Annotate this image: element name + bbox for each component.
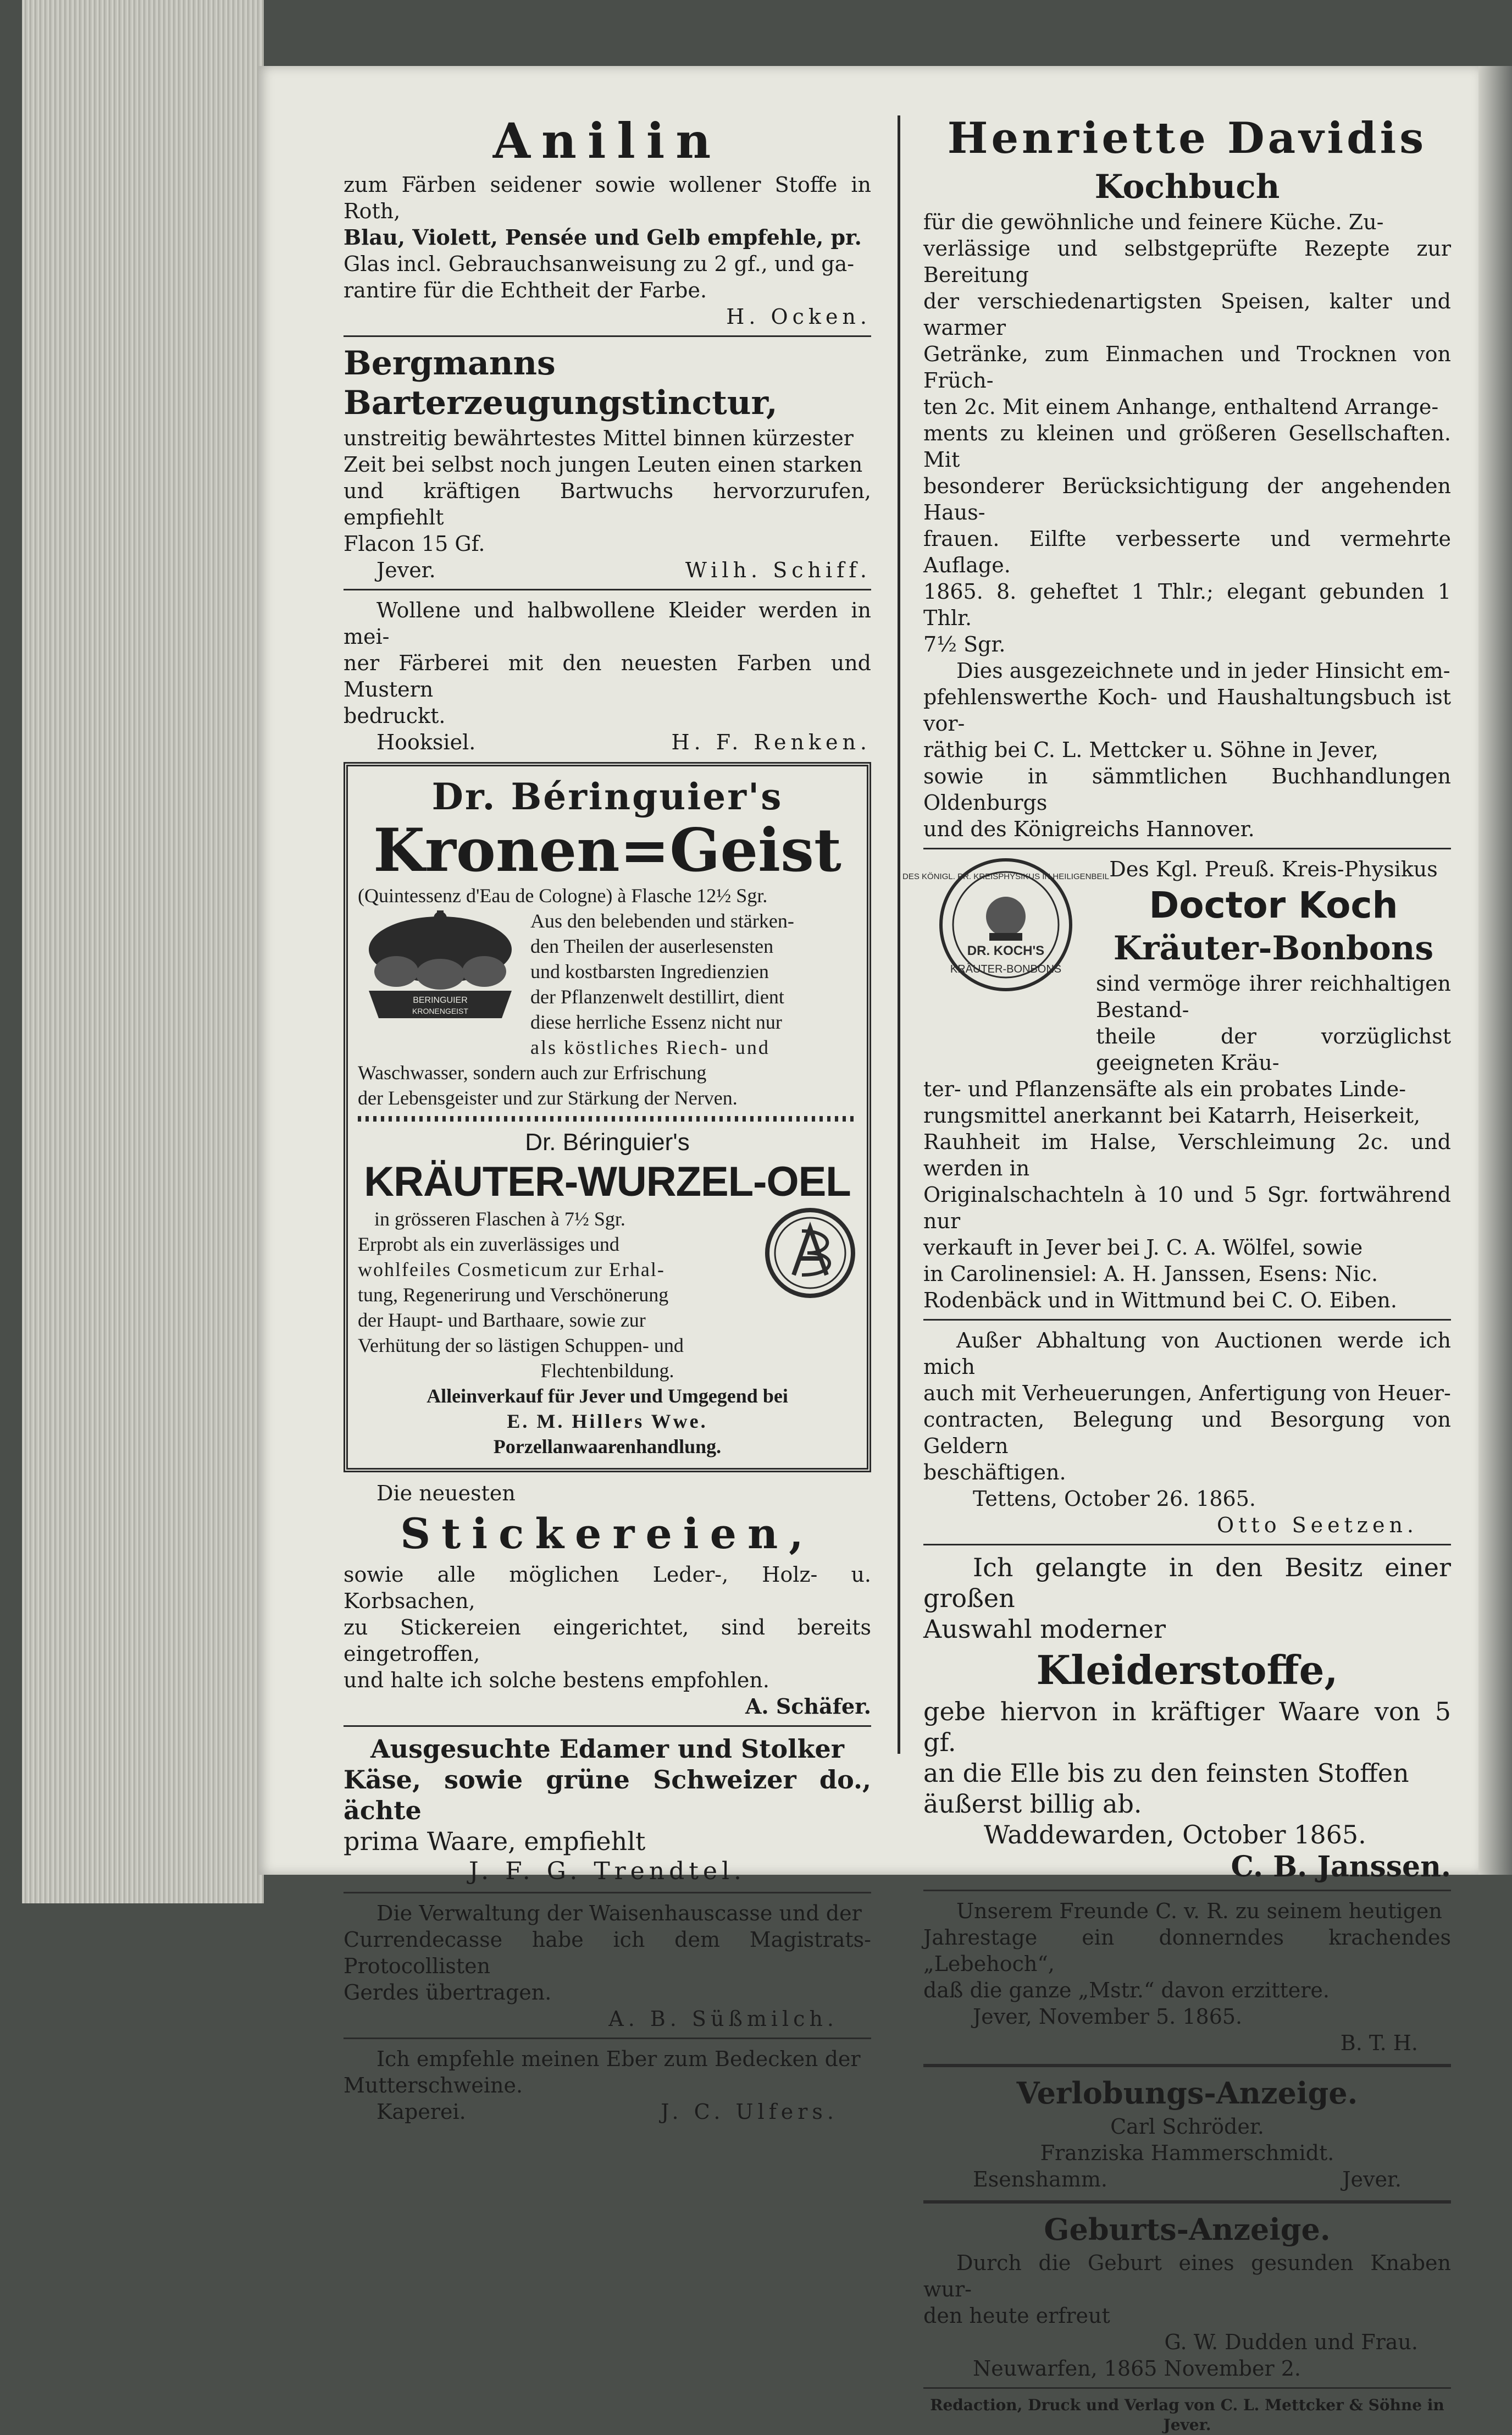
ad-text: Flacon 15 Gf.: [344, 532, 485, 556]
ad-text: Erprobt als ein zuverlässiges und: [358, 1233, 619, 1255]
ad-title: Kleiderstoffe,: [1036, 1647, 1338, 1693]
notice-name: Carl Schröder.: [1110, 2114, 1264, 2139]
ad-text: Verhütung der so lästigen Schuppen- und: [358, 1334, 684, 1356]
ad-text: der Haupt- und Barthaare, sowie zur: [358, 1309, 646, 1331]
ad-janssen: [923, 1552, 1451, 1884]
ad-product-name: Kronen=Geist: [373, 816, 841, 885]
ad-text: für die gewöhnliche und feinere Küche. Zu-: [923, 210, 1384, 234]
divider: [344, 2038, 871, 2039]
divider: [344, 589, 871, 590]
svg-text:BERINGUIER: BERINGUIER: [413, 996, 468, 1005]
ad-place: Kaperei.: [376, 2100, 466, 2124]
ad-text: daß die ganze „Mstr.“ davon erzittere.: [923, 1978, 1330, 2002]
ad-text: wohlfeiles Cosmeticum zur Erhal-: [358, 1258, 665, 1280]
seal-icon: [902, 856, 1109, 993]
ad-text: prima Waare, empfiehlt: [344, 1826, 646, 1856]
divider: [344, 1892, 871, 1893]
ad-signature: Wilh. Schiff.: [685, 558, 871, 582]
ad-seller: E. M. Hillers Wwe.: [507, 1410, 708, 1432]
ad-place: Jever.: [376, 558, 436, 582]
page-fold-shadow: [1478, 66, 1512, 1875]
ad-title: Bergmanns Barterzeugungstinctur,: [344, 344, 778, 422]
book-page-stack: [22, 0, 264, 1903]
ad-text: Currendecasse habe ich dem Magistrats-Protocollisten: [344, 1928, 871, 1978]
ad-text: frauen. Eilfte verbesserte und vermehrte Auflage.: [923, 527, 1451, 577]
ad-text: zum Färben seidener sowie wollener Stoffe in Roth,: [344, 173, 871, 223]
ad-signature: A. B. Süßmilch.: [608, 2007, 838, 2031]
ad-signature: A. Schäfer.: [745, 1694, 871, 1719]
ad-text: diese herrliche Essenz nicht nur: [530, 1011, 782, 1033]
ad-text: verlässige und selbstgeprüfte Rezepte zur Bereitung: [923, 236, 1451, 287]
ad-text: Waschwasser, sondern auch zur Erfrischung: [358, 1062, 707, 1084]
divider: [923, 1319, 1451, 1321]
ad-text: Auswahl moderner: [923, 1614, 1166, 1644]
ad-text: Ich empfehle meinen Eber zum Bedecken der: [376, 2047, 861, 2071]
divider: [923, 2387, 1451, 2389]
ad-title: Henriette Davidis: [947, 113, 1427, 163]
ad-text: Wollene und halbwollene Kleider werden in mei-: [344, 598, 871, 649]
ad-text: Außer Abhaltung von Auctionen werde ich mich: [923, 1328, 1451, 1379]
divider: [923, 848, 1451, 849]
ad-text: sind vermöge ihrer reichhaltigen Bestand-: [1096, 971, 1451, 1022]
left-column: [344, 110, 871, 2125]
ad-text: besonderer Berücksichtigung der angehenden Haus-: [923, 474, 1451, 524]
ad-text: sowie alle möglichen Leder-, Holz- u. Korbsachen,: [344, 1562, 871, 1613]
ad-subtitle: (Quintessenz d'Eau de Cologne) à Flasche 12½ Sgr.: [358, 885, 768, 907]
ad-text: beschäftigen.: [923, 1460, 1066, 1484]
ad-text: tung, Regenerirung und Verschönerung: [358, 1284, 669, 1306]
ad-text: auch mit Verheuerungen, Anfertigung von Heuer-: [923, 1381, 1451, 1405]
ad-title: Dr. Béringuier's: [525, 1129, 690, 1156]
ad-text: und kostbarsten Ingredienzien: [530, 960, 769, 982]
ad-text: 1865. 8. geheftet 1 Thlr.; elegant gebunden 1 Thlr.: [923, 579, 1451, 630]
ad-ulfers: [344, 2046, 871, 2125]
ad-text: räthig bei C. L. Mettcker u. Söhne in Jever,: [923, 738, 1378, 762]
ad-text: Rodenbäck und in Wittmund bei C. O. Eiben.: [923, 1288, 1397, 1312]
ad-subtitle: Kochbuch: [1094, 168, 1280, 206]
ad-title: Dr. Béringuier's: [431, 775, 783, 818]
ad-signature: B. T. H.: [1340, 2031, 1418, 2055]
ad-text: an die Elle bis zu den feinsten Stoffen: [923, 1758, 1409, 1788]
ad-text: rungsmittel anerkannt bei Katarrh, Heiserkeit,: [923, 1103, 1421, 1128]
ad-anilin: [344, 113, 871, 330]
ad-text: Ich gelangte in den Besitz einer großen: [923, 1553, 1451, 1613]
divider: [344, 335, 871, 337]
ad-text: Originalschachteln à 10 und 5 Sgr. fortwährend nur: [923, 1183, 1451, 1233]
notice-text: Durch die Geburt eines gesunden Knaben wur-: [923, 2251, 1451, 2301]
ad-title: Stickereien,: [400, 1509, 815, 1558]
ad-koch: [902, 856, 1451, 1313]
ad-schaefer: [344, 1480, 871, 1720]
ad-text: und kräftigen Bartwuchs hervorzurufen, empfiehlt: [344, 479, 871, 529]
ad-text: pfehlenswerthe Koch- und Haushaltungsbuch ist vor-: [923, 685, 1451, 736]
ad-beringuier-frame: [344, 762, 871, 1472]
ad-place: Tettens, October 26. 1865.: [973, 1487, 1256, 1511]
divider: [923, 2200, 1451, 2204]
ad-text: ments zu kleinen und größeren Gesellschaften. Mit: [923, 421, 1451, 472]
svg-text:KRÄUTER-BONBONS: KRÄUTER-BONBONS: [950, 963, 1062, 975]
ad-text: theile der vorzüglichst geeigneten Kräu-: [1096, 1024, 1451, 1075]
ad-text: 7½ Sgr.: [923, 632, 1006, 656]
ad-text: ter- und Pflanzensäfte als ein probates Linde-: [923, 1077, 1406, 1101]
notice-verlobung: [923, 2075, 1451, 2193]
ad-text: und des Königreichs Hannover.: [923, 817, 1255, 841]
ad-place: Jever, November 5. 1865.: [973, 2005, 1243, 2029]
ad-text: sowie in sämmtlichen Buchhandlungen Oldenburgs: [923, 764, 1451, 815]
ad-intro: Des Kgl. Preuß. Kreis-Physikus: [1109, 857, 1438, 881]
ad-text: Aus den belebenden und stärken-: [530, 910, 794, 932]
crown-icon: [358, 908, 523, 1029]
ad-text: Dies ausgezeichnete und in jeder Hinsicht em-: [956, 659, 1450, 683]
ad-text: verkauft in Jever bei J. C. A. Wölfel, sowie: [923, 1235, 1363, 1260]
ad-seller: Alleinverkauf für Jever und Umgegend bei: [427, 1385, 788, 1407]
right-column: [902, 110, 1451, 2435]
notice-place: Esenshamm.: [973, 2167, 1107, 2191]
ad-signature: H. Ocken.: [726, 305, 871, 329]
ad-signature: J. F. G. Trendtel.: [468, 1857, 746, 1885]
ad-text: Die neuesten: [376, 1481, 516, 1505]
monogram-icon: [763, 1206, 857, 1300]
ad-text: ten 2c. Mit einem Anhange, enthaltend Arrange-: [923, 395, 1439, 419]
ad-text: unstreitig bewährtestes Mittel binnen kürzester: [344, 426, 854, 450]
ad-text: bedruckt.: [344, 704, 446, 728]
ad-lebehoch: [923, 1898, 1451, 2056]
ad-davidis: [923, 113, 1451, 842]
ad-text: der Pflanzenwelt destillirt, dient: [530, 986, 784, 1008]
notice-signature: G. W. Dudden und Frau.: [1164, 2330, 1418, 2354]
notice-geburt: [923, 2211, 1451, 2382]
svg-text:KRONENGEIST: KRONENGEIST: [412, 1007, 468, 1015]
ad-text: Rauhheit im Halse, Verschleimung 2c. und werden in: [923, 1130, 1451, 1180]
ad-place: Hooksiel.: [376, 730, 476, 754]
svg-text:DR. KOCH'S: DR. KOCH'S: [967, 943, 1045, 958]
notice-title: Geburts-Anzeige.: [1044, 2212, 1331, 2247]
ad-text: Glas incl. Gebrauchsanweisung zu 2 gf., und ga-: [344, 252, 855, 276]
ad-subtitle: Kräuter-Bonbons: [1113, 929, 1434, 968]
ad-text: Blau, Violett, Pensée und Gelb empfehle, pr.: [344, 225, 862, 250]
notice-title: Verlobungs-Anzeige.: [1016, 2075, 1358, 2111]
ad-title: Anilin: [492, 112, 722, 169]
ad-text: gebe hiervon in kräftiger Waare von 5 gf.: [923, 1697, 1451, 1757]
ad-text: Gerdes übertragen.: [344, 1980, 552, 2005]
ad-suessmilch: [344, 1900, 871, 2032]
ad-seller: Porzellanwaarenhandlung.: [493, 1435, 722, 1457]
ad-text: und halte ich solche bestens empfohlen.: [344, 1668, 769, 1692]
ad-renken: [344, 597, 871, 755]
ad-title: Doctor Koch: [1149, 884, 1398, 926]
divider: [923, 2064, 1451, 2067]
ad-text: Ausgesuchte Edamer und Stolker: [370, 1734, 845, 1764]
ad-text: Jahrestage ein donnerndes krachendes „Lebehoch“,: [923, 1925, 1451, 1976]
ad-text: zu Stickereien eingerichtet, sind bereits eingetroffen,: [344, 1615, 871, 1666]
ad-trendtel: [344, 1733, 871, 1886]
notice-name: Franziska Hammerschmidt.: [1040, 2141, 1334, 2165]
ad-signature: C. B. Janssen.: [1231, 1850, 1451, 1884]
ad-text: Flechtenbildung.: [540, 1360, 674, 1382]
ad-text: als köstliches Riech- und: [530, 1036, 770, 1058]
ad-text: äußerst billig ab.: [923, 1789, 1142, 1819]
ad-place: Waddewarden, October 1865.: [984, 1820, 1366, 1849]
notice-place: Jever.: [1342, 2167, 1402, 2191]
divider: [344, 1725, 871, 1727]
column-divider: [898, 115, 900, 1754]
ad-signature: J. C. Ulfers.: [661, 2100, 838, 2124]
ad-bergmann: [344, 344, 871, 583]
notice-text: den heute erfreut: [923, 2304, 1110, 2328]
ad-text: den Theilen der auserlesensten: [530, 935, 774, 957]
divider: [923, 1890, 1451, 1891]
imprint: Redaction, Druck und Verlag von C. L. Mettcker & Söhne in Jever.: [930, 2396, 1444, 2434]
ad-text: der Lebensgeister und zur Stärkung der Nerven.: [358, 1087, 738, 1109]
divider: [923, 1544, 1451, 1545]
ad-text: contracten, Belegung und Besorgung von Geldern: [923, 1407, 1451, 1458]
divider: [358, 1116, 857, 1122]
ad-text: Mutterschweine.: [344, 2073, 523, 2097]
notice-place: Neuwarfen, 1865 November 2.: [973, 2356, 1301, 2381]
svg-text:DES KÖNIGL. PR. KREISPHYSIKUS: DES KÖNIGL. PR. KREISPHYSIKUS IN HEILIGENBEIL: [902, 872, 1109, 881]
ad-product-name: KRÄUTER-WURZEL-OEL: [364, 1158, 851, 1205]
ad-text: Getränke, zum Einmachen und Trocknen von Früch-: [923, 342, 1451, 393]
ad-text: der verschiedenartigsten Speisen, kalter und warmer: [923, 289, 1451, 340]
ad-text: in grösseren Flaschen à 7½ Sgr.: [374, 1208, 625, 1230]
ad-text: Zeit bei selbst noch jungen Leuten einen starken: [344, 452, 863, 477]
ad-signature: H. F. Renken.: [671, 730, 871, 754]
ad-text: Unserem Freunde C. v. R. zu seinem heutigen: [956, 1899, 1442, 1923]
ad-text: rantire für die Echtheit der Farbe.: [344, 278, 707, 302]
ad-signature: Otto Seetzen.: [1217, 1513, 1418, 1537]
ad-text: Die Verwaltung der Waisenhauscasse und der: [376, 1901, 862, 1925]
ad-text: Käse, sowie grüne Schweizer do., ächte: [344, 1765, 871, 1825]
ad-text: in Carolinensiel: A. H. Janssen, Esens: Nic.: [923, 1262, 1378, 1286]
ad-seetzen: [923, 1327, 1451, 1538]
ad-text: ner Färberei mit den neuesten Farben und Mustern: [344, 651, 871, 702]
